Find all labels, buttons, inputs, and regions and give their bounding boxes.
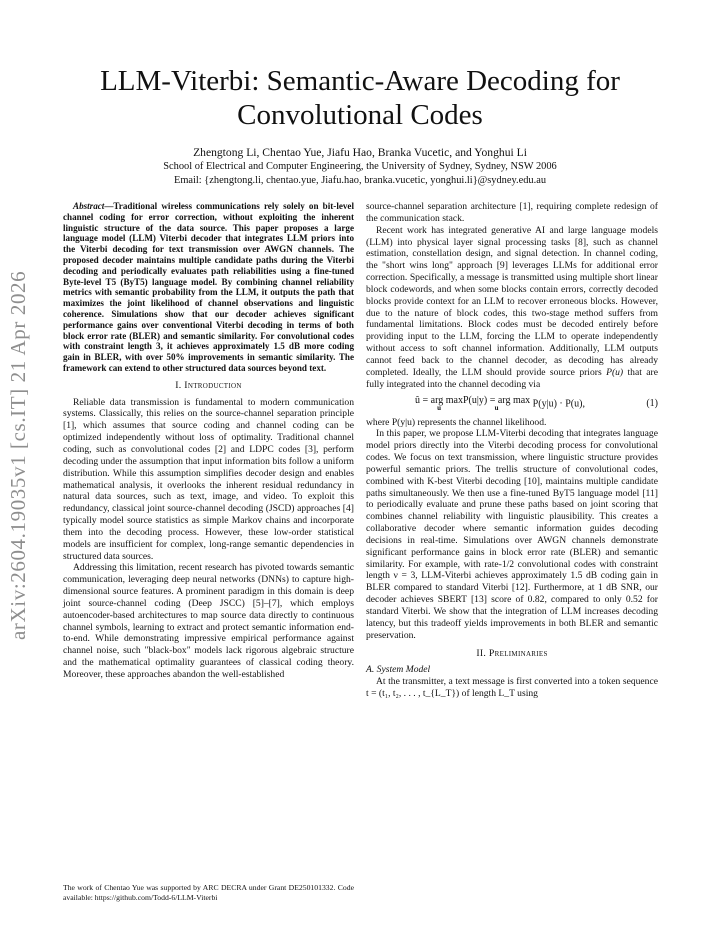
intro-paragraph-2: Addressing this limitation, recent research has pivoted towards semantic communication, leveraging deep neural networks (DNNs) to capture high-dimensional source features. A prominent paradigm in this domain is deep joint source-channel coding (Deep JSCC) [5]–[7], which employs autoencoder-based architectures to map source data directly to continuous channel symbols, learning to extract and protect semantic information end-to-end. While demonstrating impressive empirical performance against channel noise, such "black-box" models lack rigorous algebraic structure and the mathematical optimality guarantees of classical coding theory. Moreover, these approaches abandon the well-established [63,562,354,680]
section-heading-introduction: I. Introduction [175,379,242,391]
affiliation: School of Electrical and Computer Engineering, the University of Sydney, Sydney, NSW 2006 [163,161,557,172]
intro-paragraph-3 [366,225,658,391]
paper-title [60,64,660,132]
author-list: Zhengtong Li, Chentao Yue, Jiafu Hao, Branka Vucetic, and Yonghui Li [193,146,527,159]
equation-number: (1) [646,398,658,410]
intro-paragraph-2-continued: source-channel separation architecture [1], requiring complete redesign of the communication stack. [366,201,658,224]
abstract [63,201,354,374]
section-heading-preliminaries: II. Preliminaries [476,647,548,659]
title-line-2: Convolutional Codes [237,99,483,131]
source-prior-symbol: P(u) [606,366,624,378]
system-model-paragraph: At the transmitter, a text message is first converted into a token sequence t = (t₁, t₂, . . . , t_{L_T}) of length L_T using [366,676,658,700]
abstract-text: —Traditional wireless communications rely solely on bit-level channel coding for error correction, without exploiting the inherent linguistic structure of the data source. This paper proposes a large language model (LLM) Viterbi decoder that integrates LLM priors into the Viterbi decoding for text transmission over AWGN channels. The proposed decoder maintains multiple candidate paths during the Viterbi decoding and periodically evaluates path reliabilities using a fine-tuned Byte-level T5 (ByT5) language model. By combining channel reliability metrics with semantic probability from the LLM, it outputs the path that maximizes the joint likelihood of channel observations and linguistic coherence. Simulations show that our decoder achieves significant performance gains over conventional Viterbi decoding in terms of both block error rate (BLER) and semantic similarity. For convolutional codes with constraint length 3, it achieves approximately 1.5 dB more coding gain in BLER, with over 50% improvements in semantic similarity. The framework can extend to other structured data sources beyond text. [63,201,354,373]
title-line-1: LLM-Viterbi: Semantic-Aware Decoding for [100,65,620,97]
argmax-operator-1: û = arg max u [415,395,463,412]
equation-body [366,396,634,412]
intro-paragraph-1: Reliable data transmission is fundamental to modern communication systems. Classically, this relies on the source-channel separation principle [1], which assumes that source coding and channel coding can be optimized independently without loss of optimality. Traditional channel coding, such as convolutional codes [2] and LDPC codes [3], perform decoding under the assumption that input information bits follow a uniform distribution. While this assumption simplifies decoder design and enables mathematical analysis, it overlooks the inherent residual redundancy in natural data sources, such as text, image, and video. To exploit this redundancy, classical joint source-channel decoding (JSCD) approaches [4] typically model source statistics as simple Markov chains and incorporate them into the decoding process. However, these low-order statistical models are insufficient for complex, long-range semantic dependencies in structured data sources. [63,396,354,562]
abstract-lead: Abstract [73,201,105,211]
subsection-heading-system-model: A. System Model [366,664,431,676]
intro-paragraph-3-text: Recent work has integrated generative AI and large language models (LLM) into physical layer signal processing tasks [8], such as channel estimation, constellation design, and signal detection. In channel coding, the "short wins long" approach [9] leverages LLMs for additional error correction. Specifically, a message is transmitted using multiple short linear block codewords, and when some blocks contain errors, correctly decoded blocks provide context for an LLM to recover erroneous blocks. However, due to the nature of block codes, this two-stage method suffers from fundamental limitations. Block codes must be decoded entirely before providing input to the LLM, forcing the LLM to operate independently without access to soft channel information. Additionally, LLM outputs cannot feed back to the channel decoder, as decoding has already completed. Ideally, the LLM should provide source priors [366,224,658,378]
equation-rhs: P(y|u) · P(u), [530,398,585,410]
equation-1 [366,395,658,414]
equation-explanation: where P(y|u) represents the channel likelihood. [366,416,547,428]
intro-paragraph-4: In this paper, we propose LLM-Viterbi decoding that integrates language model priors directly into the Viterbi decoding process for convolutional codes. We focus on text transmission, where linguistic structure provides powerful semantic priors. The trellis structure of convolutional codes, combined with K-best Viterbi decoding [10], maintains multiple candidate paths simultaneously. We then use a fine-tuned ByT5 language model [11] to periodically evaluate and prune these paths based on joint scoring that combines channel reliability with linguistic plausibility. This creates a collaborative decoder where semantic information guides decoding decisions in real-time. Simulations over AWGN channels demonstrate significant performance gains in block error rate (BLER) and semantic similarity. For example, with rate-1/2 convolutional codes with constraint length ν = 3, LLM-Viterbi achieves approximately 1.5 dB coding gain in BLER compared to standard Viterbi [12]. Furthermore, at 1 dB SNR, our decoder achieves SBERT [13] score of 0.82, compared to only 0.52 for standard Viterbi. We show that the integration of LLM increases decoding latency, but this tradeoff yields improvements in both BLER and semantic preservation. [366,428,658,641]
intro-paragraph-3-tail: that are fully integrated into the channel decoding via [366,366,658,390]
author-emails: Email: {zhengtong.li, chentao.yue, Jiafu.hao, branka.vucetic, yonghui.li}@sydney.edu.au [173,175,547,186]
right-column [366,201,658,700]
argmax-operator-2: P(u|y) = arg max u [463,395,531,412]
left-column [63,201,354,681]
arxiv-identifier-stamp: arXiv:2604.19035v1 [cs.IT] 21 Apr 2026 [6,270,30,640]
funding-footnote: The work of Chentao Yue was supported by ARC DECRA under Grant DE250101332. Code available: https://github.com/Todd-6/LLM-Viterbi [63,883,354,902]
